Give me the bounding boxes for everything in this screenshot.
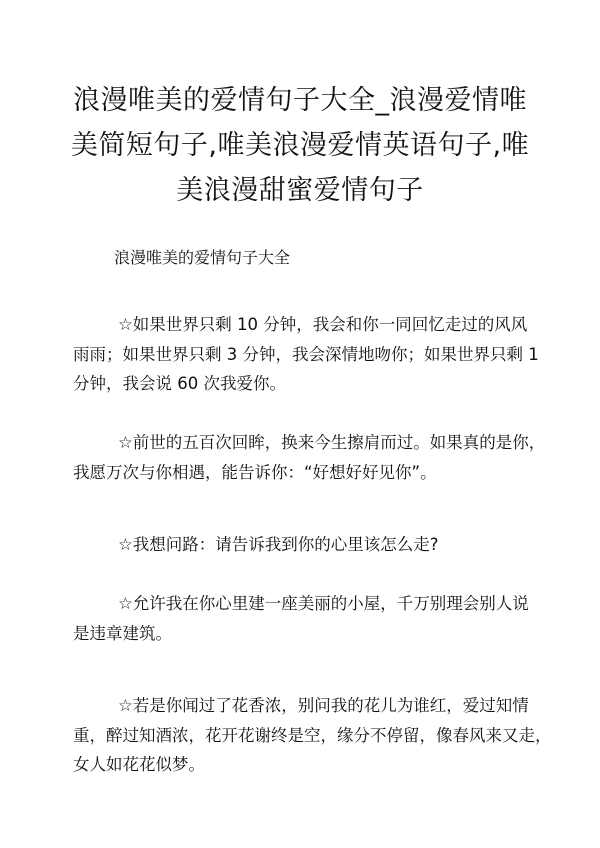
paragraph-line: ☆若是你闻过了花香浓，别问我的花儿为谁红，爱过知情 xyxy=(118,696,529,715)
section-heading: 浪漫唯美的爱情句子大全 xyxy=(114,248,291,267)
quote-paragraph xyxy=(73,589,533,648)
paragraph-line: 是违章建筑。 xyxy=(73,623,172,643)
paragraph-line: ☆如果世界只剩 10 分钟，我会和你一同回忆走过的风风 xyxy=(118,315,528,334)
paragraph-line: 雨雨；如果世界只剩 3 分钟，我会深情地吻你；如果世界只剩 1 xyxy=(73,344,539,364)
paragraph-line: 女人如花花似梦。 xyxy=(73,755,205,774)
quote-paragraph xyxy=(73,310,539,399)
quote-paragraph xyxy=(73,530,533,560)
paragraph-line: 我愿万次与你相遇，能告诉你：“好想好好见你”。 xyxy=(73,462,437,482)
title-line: 美浪漫甜蜜爱情句子 xyxy=(176,175,424,206)
paragraph-line: ☆允许我在你心里建一座美丽的小屋，千万别理会别人说 xyxy=(118,594,529,613)
paragraph-line: ☆前世的五百次回眸，换来今生擦肩而过。如果真的是你， xyxy=(118,433,546,452)
quote-paragraph xyxy=(73,428,546,487)
paragraph-line: 重，醉过知酒浓，花开花谢终是空，缘分不停留，像春风来又走， xyxy=(73,725,552,745)
title-line: 美简短句子,唯美浪漫爱情英语句子,唯 xyxy=(70,130,530,161)
title-line: 浪漫唯美的爱情句子大全_浪漫爱情唯 xyxy=(73,85,527,116)
paragraph-line: 分钟，我会说 60 次我爱你。 xyxy=(73,374,286,393)
document-title xyxy=(60,78,540,213)
paragraph-line: ☆我想问路：请告诉我到你的心里该怎么走? xyxy=(118,535,439,554)
quote-paragraph xyxy=(73,691,552,780)
